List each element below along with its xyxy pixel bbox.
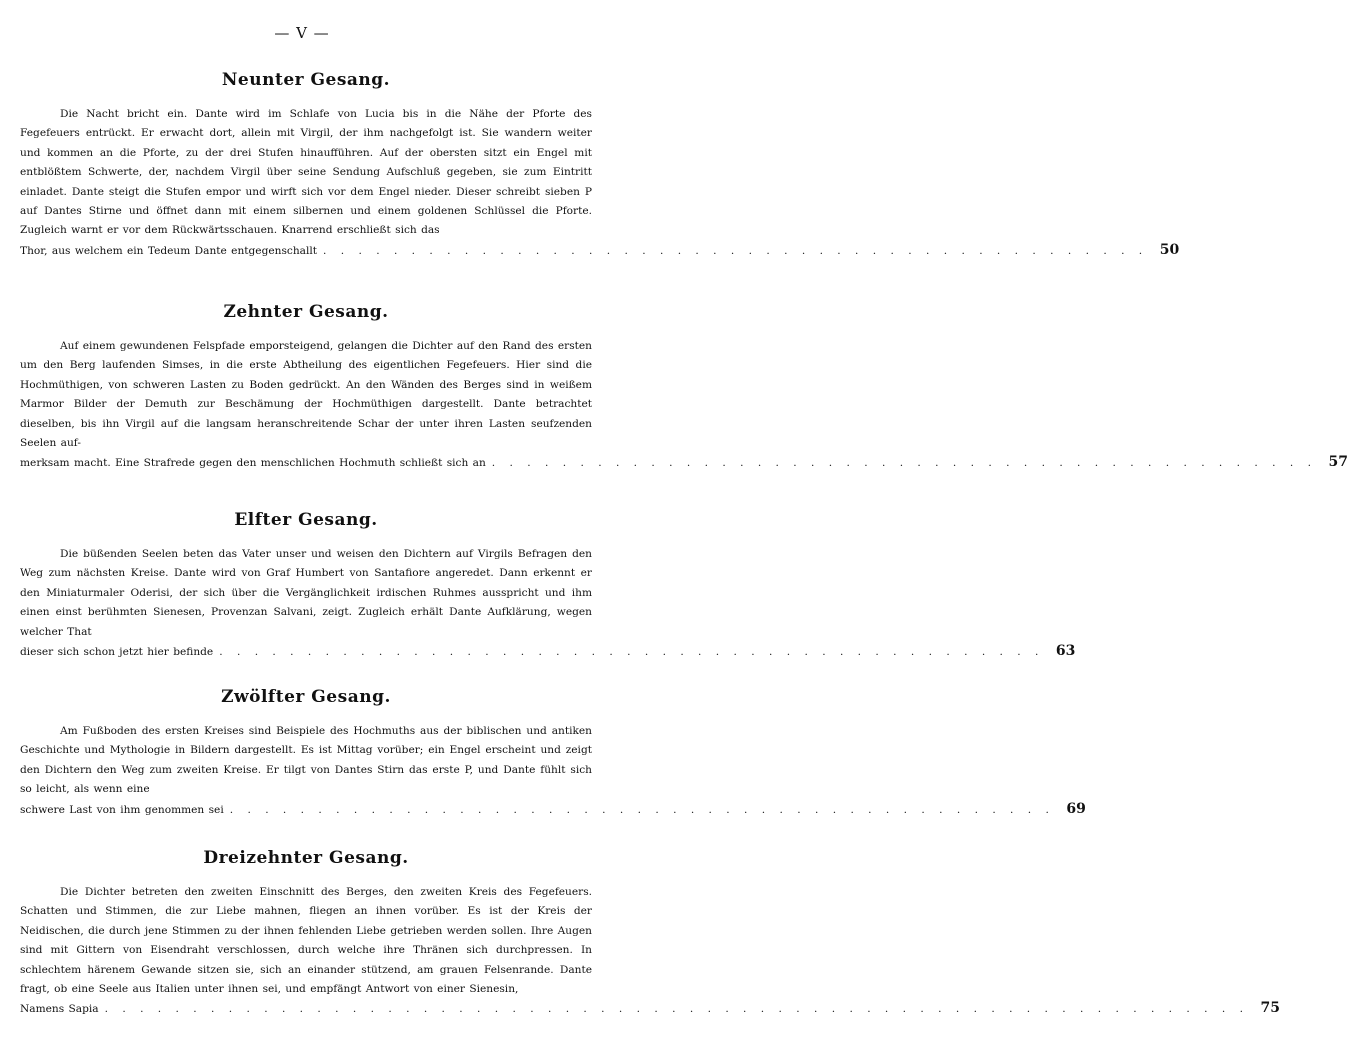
section-last-line xyxy=(20,453,1348,473)
section-heading: Elfter Gesang. xyxy=(234,510,378,530)
page-number: 57 xyxy=(1328,454,1348,471)
section-body: Auf einem gewundenen Felspfade emporsteigend, gelangen die Dichter auf den Rand des ersten um den Berg laufenden Simses, in die erste Abtheilung des eigentlichen Fegefeuers. Hier sind die Hochmüthigen, von schweren Lasten zu Boden gedrückt. An den Wänden des Berges sind in weißem Marmor Bilder der Demuth zur Beschämung der Hochmüthigen dargestellt. Dante betrachtet dieselben, bis ihn Virgil auf die langsam heranschreitende Schar der unter ihren Lasten seufzenden Seelen auf- xyxy=(20,340,592,450)
leader-dots: . . . . . . . . . . . . . . . . . . . . . . . . . . . . . . . . . . . . . . . . . . . . . . . xyxy=(219,646,1044,659)
leader-dots: . . . . . . . . . . . . . . . . . . . . . . . . . . . . . . . . . . . . . . . . . . . . . . . xyxy=(229,803,1054,816)
section-last-line xyxy=(20,999,1280,1019)
page-number: 75 xyxy=(1260,1000,1280,1017)
page-number: 50 xyxy=(1159,241,1180,258)
section-body: Die Dichter betreten den zweiten Einschnitt des Berges, den zweiten Kreis des Fegefeuers. Schatten und Stimmen, die zur Liebe mahnen, fliegen an ihnen vorüber. Es ist der Kreis der Neidischen, die durch jene Stimmen zu der ihnen fehlenden Liebe getrieben werden sollen. Ihre Augen sind mit Gittern von Eisendraht verschlossen, durch welche ihre Thränen sich durchpressen. In schlechtem härenem Gewande sitzen sie, sich an einander stützend, am grauen Felsenrande. Dante fragt, ob eine Seele aus Italien unter ihnen sei, und empfängt Antwort von einer Sienesin, xyxy=(20,886,592,996)
page-number: 63 xyxy=(1055,643,1076,660)
section-heading: Neunter Gesang. xyxy=(221,70,391,90)
page-header: — V — xyxy=(274,24,330,42)
section-dreizehnter-gesang xyxy=(20,848,1280,1020)
section-last-line xyxy=(20,642,1076,662)
last-line-text: merksam macht. Eine Strafrede gegen den menschlichen Hochmuth schließt sich an xyxy=(20,457,486,470)
section-elfter-gesang xyxy=(20,510,1076,662)
leader-dots: . . . . . . . . . . . . . . . . . . . . . . . . . . . . . . . . . . . . . . . . . . . . . . . xyxy=(491,457,1316,470)
leader-dots: . . . . . . . . . . . . . . . . . . . . . . . . . . . . . . . . . . . . . . . . . . . . . . . . . . . . . . . . . . . . . . . . . xyxy=(104,1003,1248,1016)
last-line-text: dieser sich schon jetzt hier befinde xyxy=(20,646,214,659)
last-line-text: schwere Last von ihm genommen sei xyxy=(20,803,224,816)
section-body: Am Fußboden des ersten Kreises sind Beispiele des Hochmuths aus der biblischen und antiken Geschichte und Mythologie in Bildern dargestellt. Es ist Mittag vorüber; ein Engel erscheint und zeigt den Dichtern den Weg zum zweiten Kreise. Er tilgt von Dantes Stirn das erste P, und Dante fühlt sich so leicht, als wenn eine xyxy=(20,725,592,796)
page-number: 69 xyxy=(1066,800,1086,817)
section-last-line xyxy=(20,800,1086,820)
last-line-text: Thor, aus welchem ein Tedeum Dante entgegenschallt xyxy=(20,244,317,257)
section-heading: Zehnter Gesang. xyxy=(223,302,389,322)
section-neunter-gesang xyxy=(20,70,1180,261)
last-line-text: Namens Sapia xyxy=(20,1003,99,1016)
section-last-line xyxy=(20,241,1180,261)
section-body: Die Nacht bricht ein. Dante wird im Schlafe von Lucia bis in die Nähe der Pforte des Fegefeuers entrückt. Er erwacht dort, allein mit Virgil, der ihm nachgefolgt ist. Sie wandern weiter und kommen an die Pforte, zu der drei Stufen hinaufführen. Auf der obersten sitzt ein Engel mit entblößtem Schwerte, der, nachdem Virgil über seine Sendung Aufschluß gegeben, sie zum Eintritt einladet. Dante steigt die Stufen empor und wirft sich vor dem Engel nieder. Dieser schreibt sieben P auf Dantes Stirne und öffnet dann mit einem silbernen und einem goldenen Schlüssel die Pforte. Zugleich warnt er vor dem Rückwärtsschauen. Knarrend erschließt sich das xyxy=(20,108,592,237)
leader-dots: . . . . . . . . . . . . . . . . . . . . . . . . . . . . . . . . . . . . . . . . . . . . . . . xyxy=(323,244,1148,257)
section-body: Die büßenden Seelen beten das Vater unser und weisen den Dichtern auf Virgils Befragen den Weg zum nächsten Kreise. Dante wird von Graf Humbert von Santafiore angeredet. Dann erkennt er den Miniaturmaler Oderisi, der sich über die Vergänglichkeit irdischen Ruhmes ausspricht und ihm einen einst berühmten Sienesen, Provenzan Salvani, zeigt. Zugleich erhält Dante Aufklärung, wegen welcher That xyxy=(20,548,592,638)
section-zwoelfter-gesang xyxy=(20,687,1086,820)
section-zehnter-gesang xyxy=(20,302,1348,474)
section-heading: Dreizehnter Gesang. xyxy=(203,848,409,868)
section-heading: Zwölfter Gesang. xyxy=(221,687,391,707)
